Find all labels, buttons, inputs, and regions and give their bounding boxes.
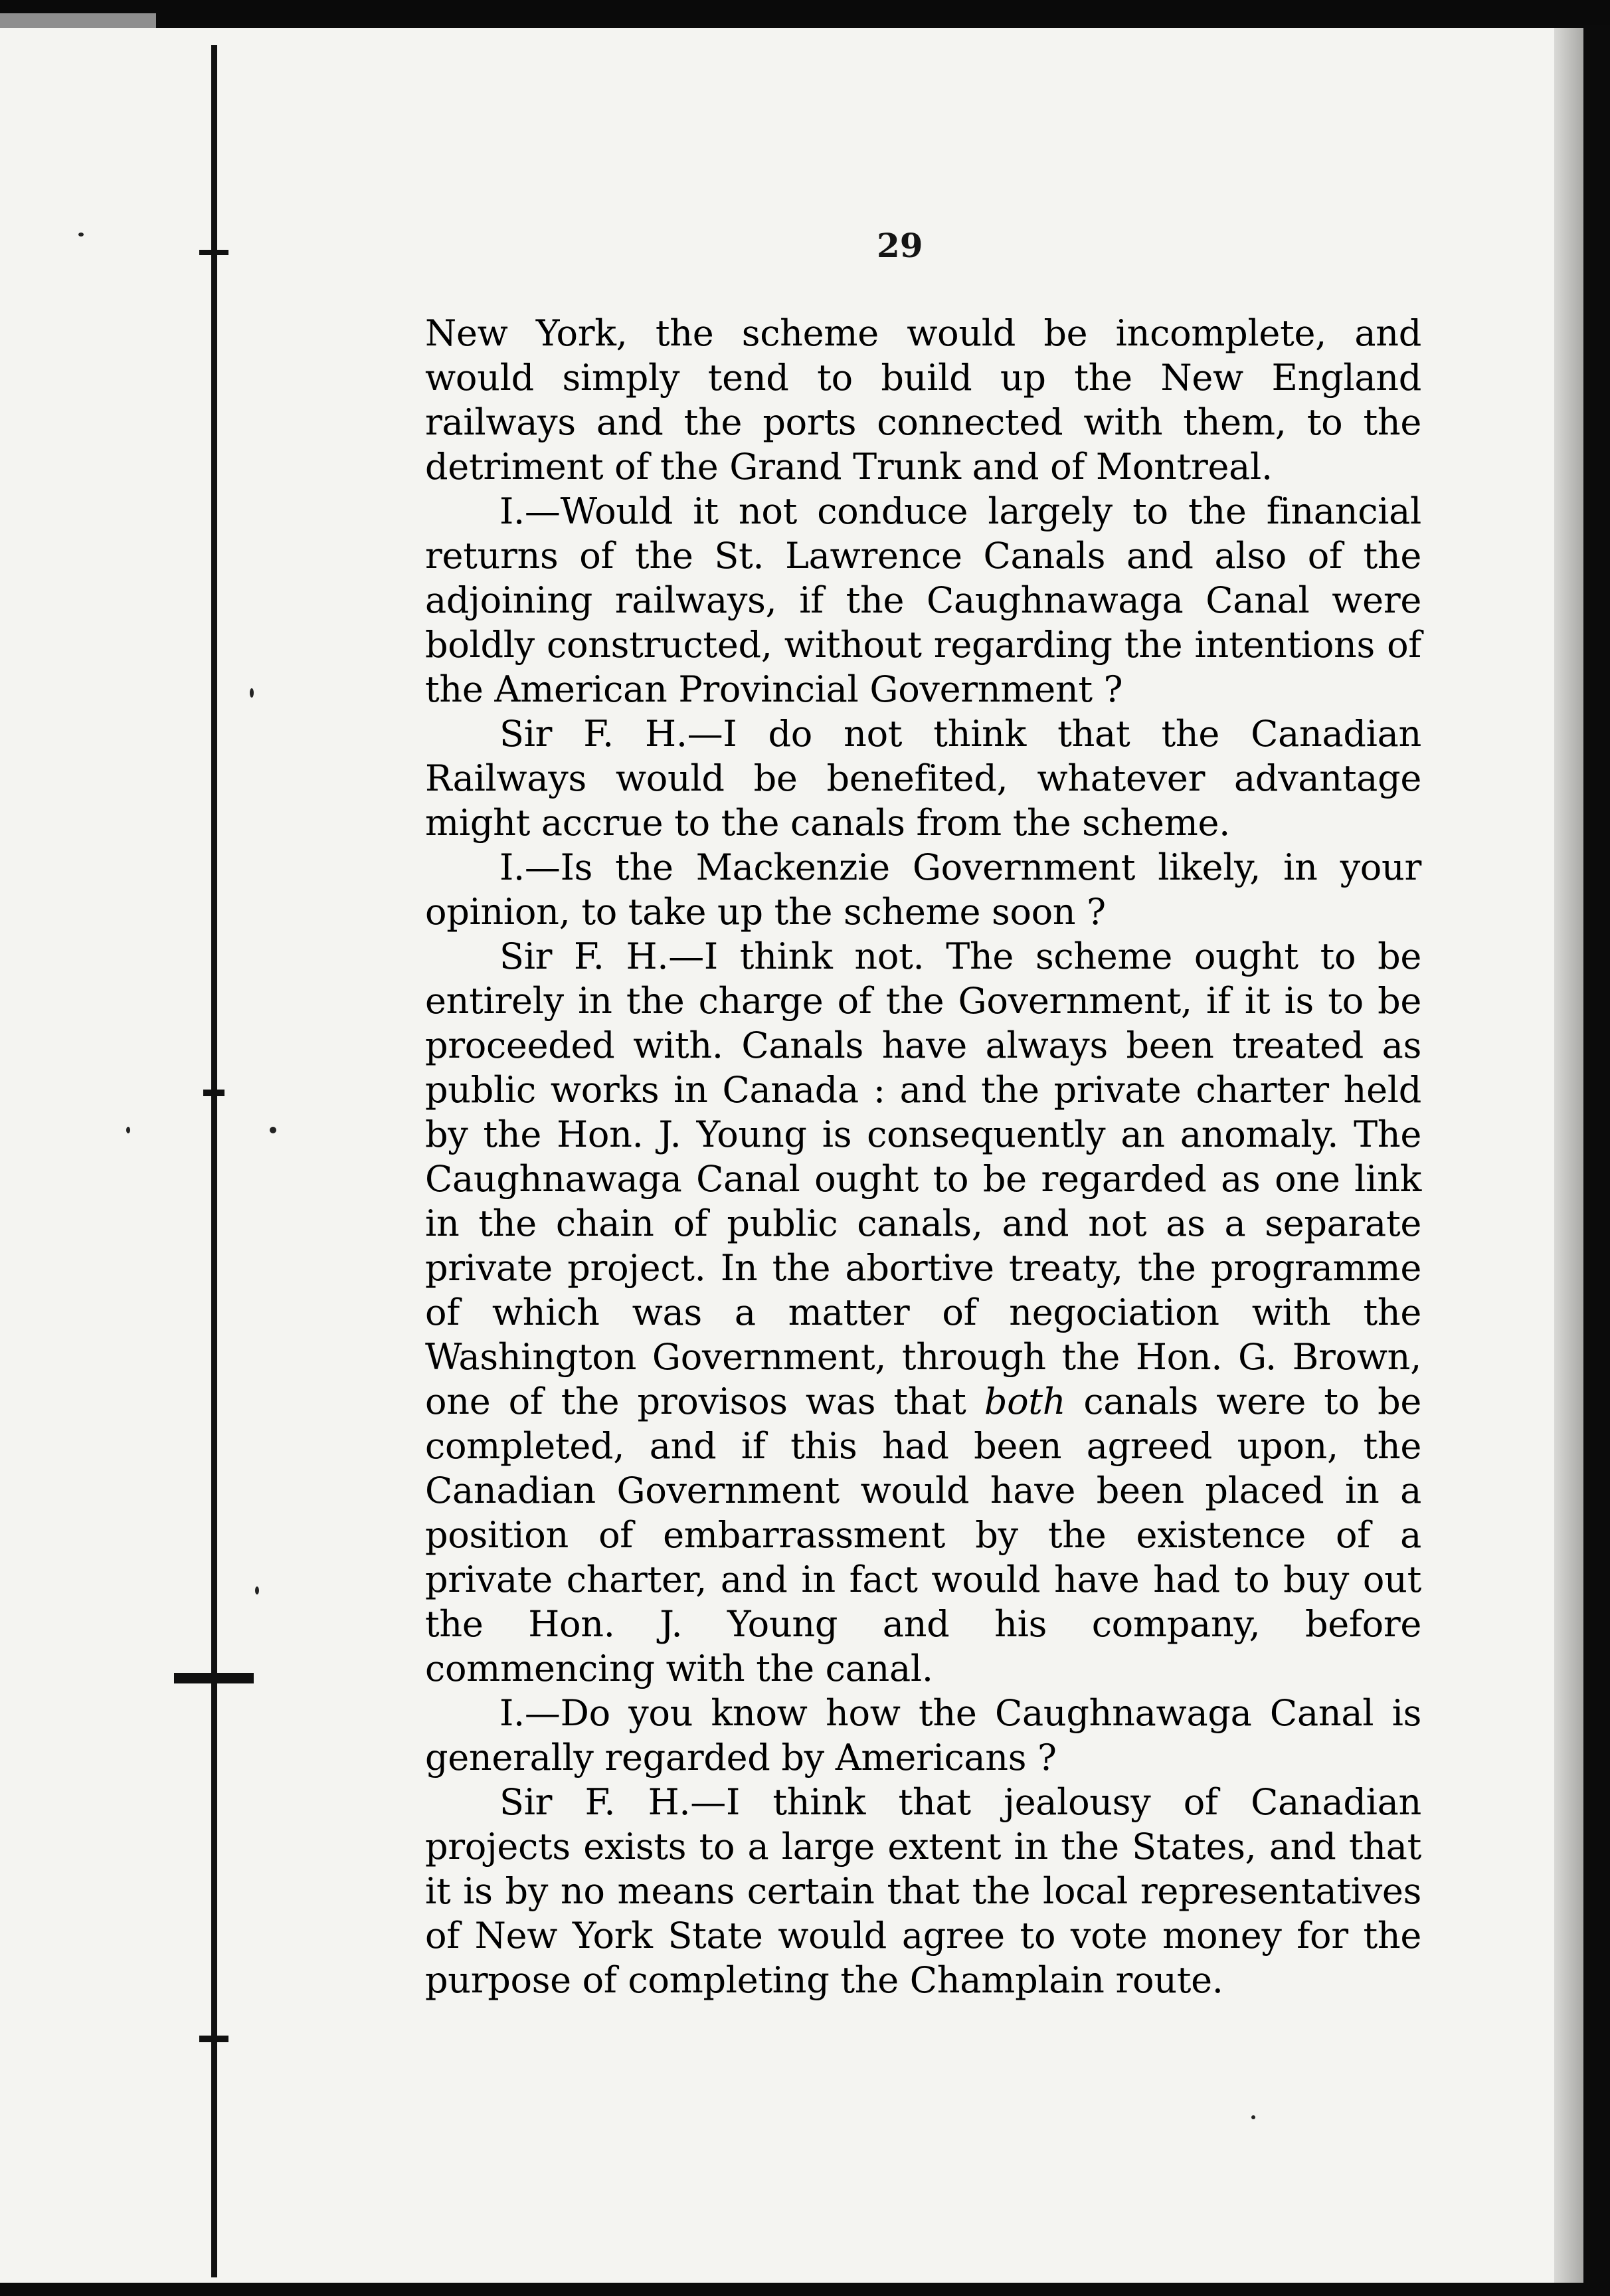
scan-speck <box>78 233 84 237</box>
scan-speck <box>270 1127 276 1133</box>
scan-speck <box>250 688 254 698</box>
scan-speck <box>1251 2115 1255 2119</box>
paragraph: Sir F. H.—I think that jealousy of Canadian projects exists to a large extent in the States, and that it is by no means certain that the local representatives of New York State would agree to vote money for the purpose of completing the Champlain route. <box>425 1781 1421 2001</box>
binding-mark <box>199 250 228 255</box>
scan-speck <box>255 1586 259 1594</box>
paragraph: I.—Is the Mackenzie Government likely, in your opinion, to take up the scheme soon ? <box>425 846 1421 933</box>
paragraph: Sir F. H.—I do not think that the Canadian Railways would be benefited, whatever advantage might accrue to the canals from the scheme. <box>425 713 1421 844</box>
paragraph: Sir F. H.—I think not. The scheme ought to be entirely in the charge of the Government, if it is to be proceeded with. Canals have always been treated as public works in Canada : and the private charter held by the Hon. J. Young is consequently an anomaly. The Caughnawaga Canal ought to be regarded as one link in the chain of public canals, and not as a separate private project. In the abortive treaty, the programme of which was a matter of negociation with the Washington Government, through the Hon. G. Brown, one of the provisos was that both canals were to be completed, and if this had been agreed upon, the Canadian Government would have been placed in a position of embarrassment by the existence of a private charter, and in fact would have had to buy out the Hon. J. Young and his company, before commencing with the canal. <box>425 935 1421 1689</box>
binding-mark <box>199 2036 228 2042</box>
paragraph: New York, the scheme would be incomplete, and would simply tend to build up the New England railways and the ports connected with them, to the detriment of the Grand Trunk and of Montreal. <box>425 312 1421 488</box>
scan-top-border <box>0 0 1610 25</box>
page-right-edge <box>1554 28 1583 2283</box>
page-number: 29 <box>877 226 923 265</box>
binding-line <box>211 45 217 2277</box>
binding-mark <box>203 1090 224 1096</box>
paragraph: I.—Would it not conduce largely to the financial returns of the St. Lawrence Canals and also of the adjoining railways, if the Caughnawaga Canal were boldly constructed, without regarding the intentions of the American Provincial Government ? <box>425 490 1421 710</box>
body-text <box>425 311 1421 2002</box>
scan-speck <box>126 1127 130 1133</box>
paragraph: I.—Do you know how the Caughnawaga Canal is generally regarded by Americans ? <box>425 1692 1421 1778</box>
binding-mark <box>174 1673 254 1683</box>
